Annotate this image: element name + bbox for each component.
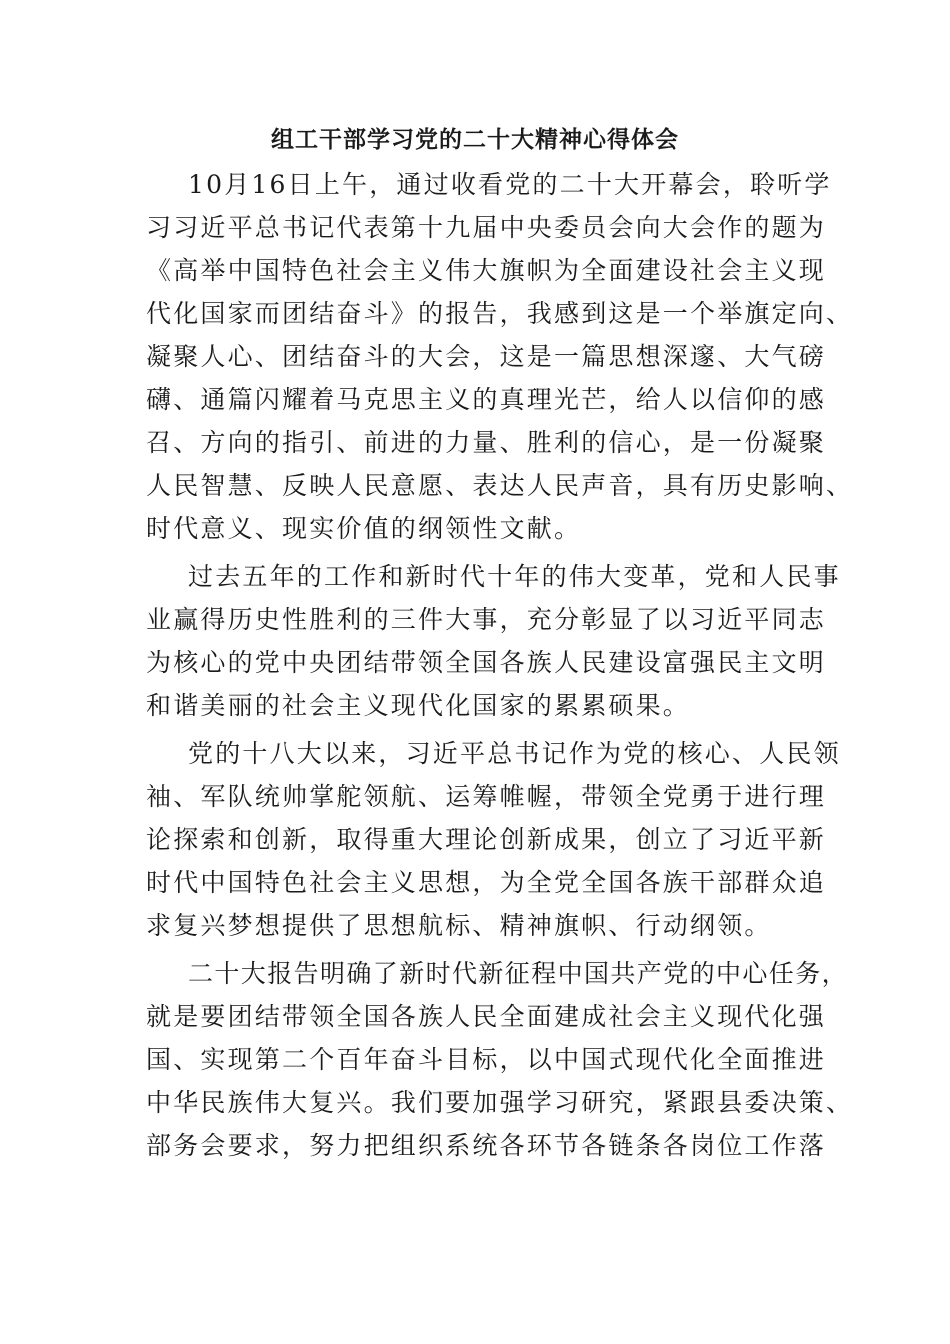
paragraph-line: 时代意义、现实价值的纲领性文献。 [146, 514, 582, 543]
paragraph-line: 为核心的党中央团结带领全国各族人民建设富强民主文明 [146, 648, 827, 677]
paragraph-line: 10月16日上午，通过收看党的二十大开幕会，聆听学 [188, 170, 832, 199]
paragraph-line: 袖、军队统帅掌舵领航、运筹帷幄，带领全党勇于进行理 [146, 782, 827, 811]
paragraph-line: 求复兴梦想提供了思想航标、精神旗帜、行动纲领。 [146, 911, 772, 940]
paragraph-line: 党的十八大以来，习近平总书记作为党的核心、人民领 [188, 739, 841, 768]
paragraph-line: 召、方向的指引、前进的力量、胜利的信心，是一份凝聚 [146, 428, 827, 457]
document-title: 组工干部学习党的二十大精神心得体会 [271, 127, 679, 153]
paragraph-line: 就是要团结带领全国各族人民全面建成社会主义现代化强 [146, 1002, 827, 1031]
paragraph-line: 国、实现第二个百年奋斗目标，以中国式现代化全面推进 [146, 1045, 827, 1074]
paragraph-line: 礴、通篇闪耀着马克思主义的真理光芒，给人以信仰的感 [146, 385, 827, 414]
paragraph-line: 部务会要求，努力把组织系统各环节各链条各岗位工作落 [146, 1131, 827, 1160]
paragraph-line: 人民智慧、反映人民意愿、表达人民声音，具有历史影响、 [146, 471, 854, 500]
paragraph-line: 时代中国特色社会主义思想，为全党全国各族干部群众追 [146, 868, 827, 897]
paragraph-line: 二十大报告明确了新时代新征程中国共产党的中心任务， [188, 959, 849, 988]
paragraph-line: 《高举中国特色社会主义伟大旗帜为全面建设社会主义现 [146, 256, 827, 285]
paragraph-line: 凝聚人心、团结奋斗的大会，这是一篇思想深邃、大气磅 [146, 342, 827, 371]
paragraph-line: 论探索和创新，取得重大理论创新成果，创立了习近平新 [146, 825, 827, 854]
paragraph-line: 代化国家而团结奋斗》的报告，我感到这是一个举旗定向、 [146, 299, 854, 328]
paragraph-line: 习习近平总书记代表第十九届中央委员会向大会作的题为 [146, 213, 827, 242]
paragraph-line: 业赢得历史性胜利的三件大事，充分彰显了以习近平同志 [146, 605, 827, 634]
paragraph-line: 过去五年的工作和新时代十年的伟大变革，党和人民事 [188, 562, 841, 591]
paragraph-line: 中华民族伟大复兴。我们要加强学习研究，紧跟县委决策、 [146, 1088, 854, 1117]
paragraph-line: 和谐美丽的社会主义现代化国家的累累硕果。 [146, 691, 691, 720]
